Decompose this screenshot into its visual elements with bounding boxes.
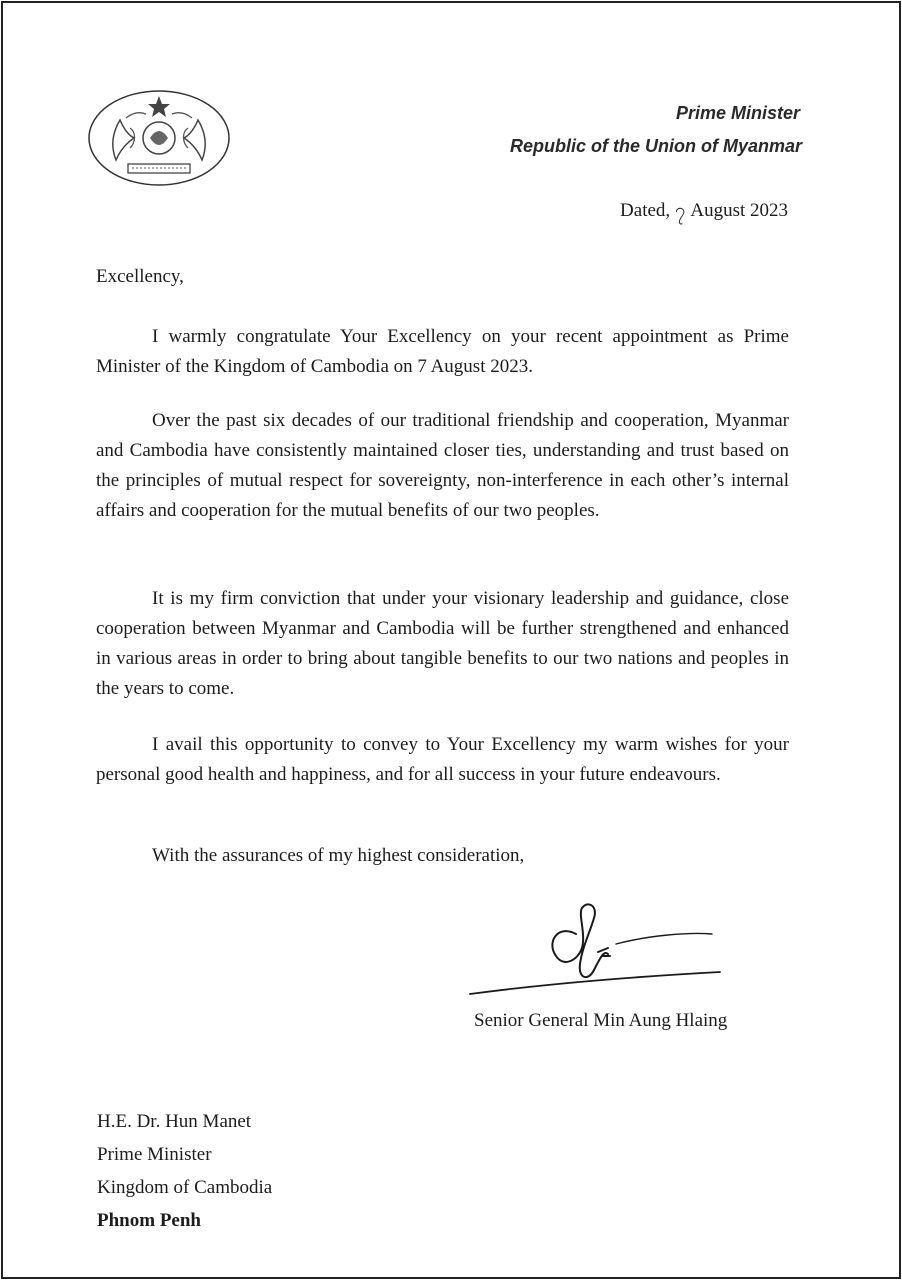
paragraph-text: Over the past six decades of our traditional friendship and cooperation, Myanmar and Cambodia have consistently maintained closer ties, understanding and trust based on the principles of mutual respect for sovereignty, non-interference in each other’s internal affairs and cooperation for the mutual benefits of our two peoples. — [96, 410, 789, 521]
addressee-city: Phnom Penh — [97, 1210, 201, 1231]
letterhead-country: Republic of the Union of Myanmar — [509, 136, 802, 156]
addressee-title: Prime Minister — [97, 1144, 212, 1165]
paragraph-text: It is my firm conviction that under your visionary leadership and guidance, close cooperation between Myanmar and Cambodia will be further strengthened and enhanced in various areas in order to bring about tangible benefits to our two nations and peoples in the years to come. — [96, 588, 789, 699]
addressee-block — [97, 1105, 272, 1237]
paragraph-conviction — [96, 584, 789, 704]
paragraph-text: I warmly congratulate Your Excellency on your recent appointment as Prime Minister of the Kingdom of Cambodia on 7 August 2023. — [96, 326, 789, 377]
paragraph-friendship — [96, 406, 789, 526]
signer-name: Senior General Min Aung Hlaing — [474, 1010, 728, 1031]
letterhead — [510, 103, 802, 157]
handwritten-signature — [466, 882, 736, 1002]
salutation: Excellency, — [96, 266, 184, 287]
letter-date: Dated, ၇ August 2023 — [620, 200, 788, 221]
paragraph-text: I avail this opportunity to convey to Your Excellency my warm wishes for your personal good health and happiness, and for all success in your future endeavours. — [96, 734, 789, 785]
state-emblem-icon — [86, 88, 232, 188]
closing-line: With the assurances of my highest consideration, — [152, 845, 525, 866]
letterhead-office: Prime Minister — [675, 103, 800, 123]
paragraph-congratulation — [96, 322, 789, 382]
addressee-name: H.E. Dr. Hun Manet — [97, 1111, 252, 1132]
addressee-country: Kingdom of Cambodia — [97, 1177, 273, 1198]
paragraph-wishes — [96, 730, 789, 790]
